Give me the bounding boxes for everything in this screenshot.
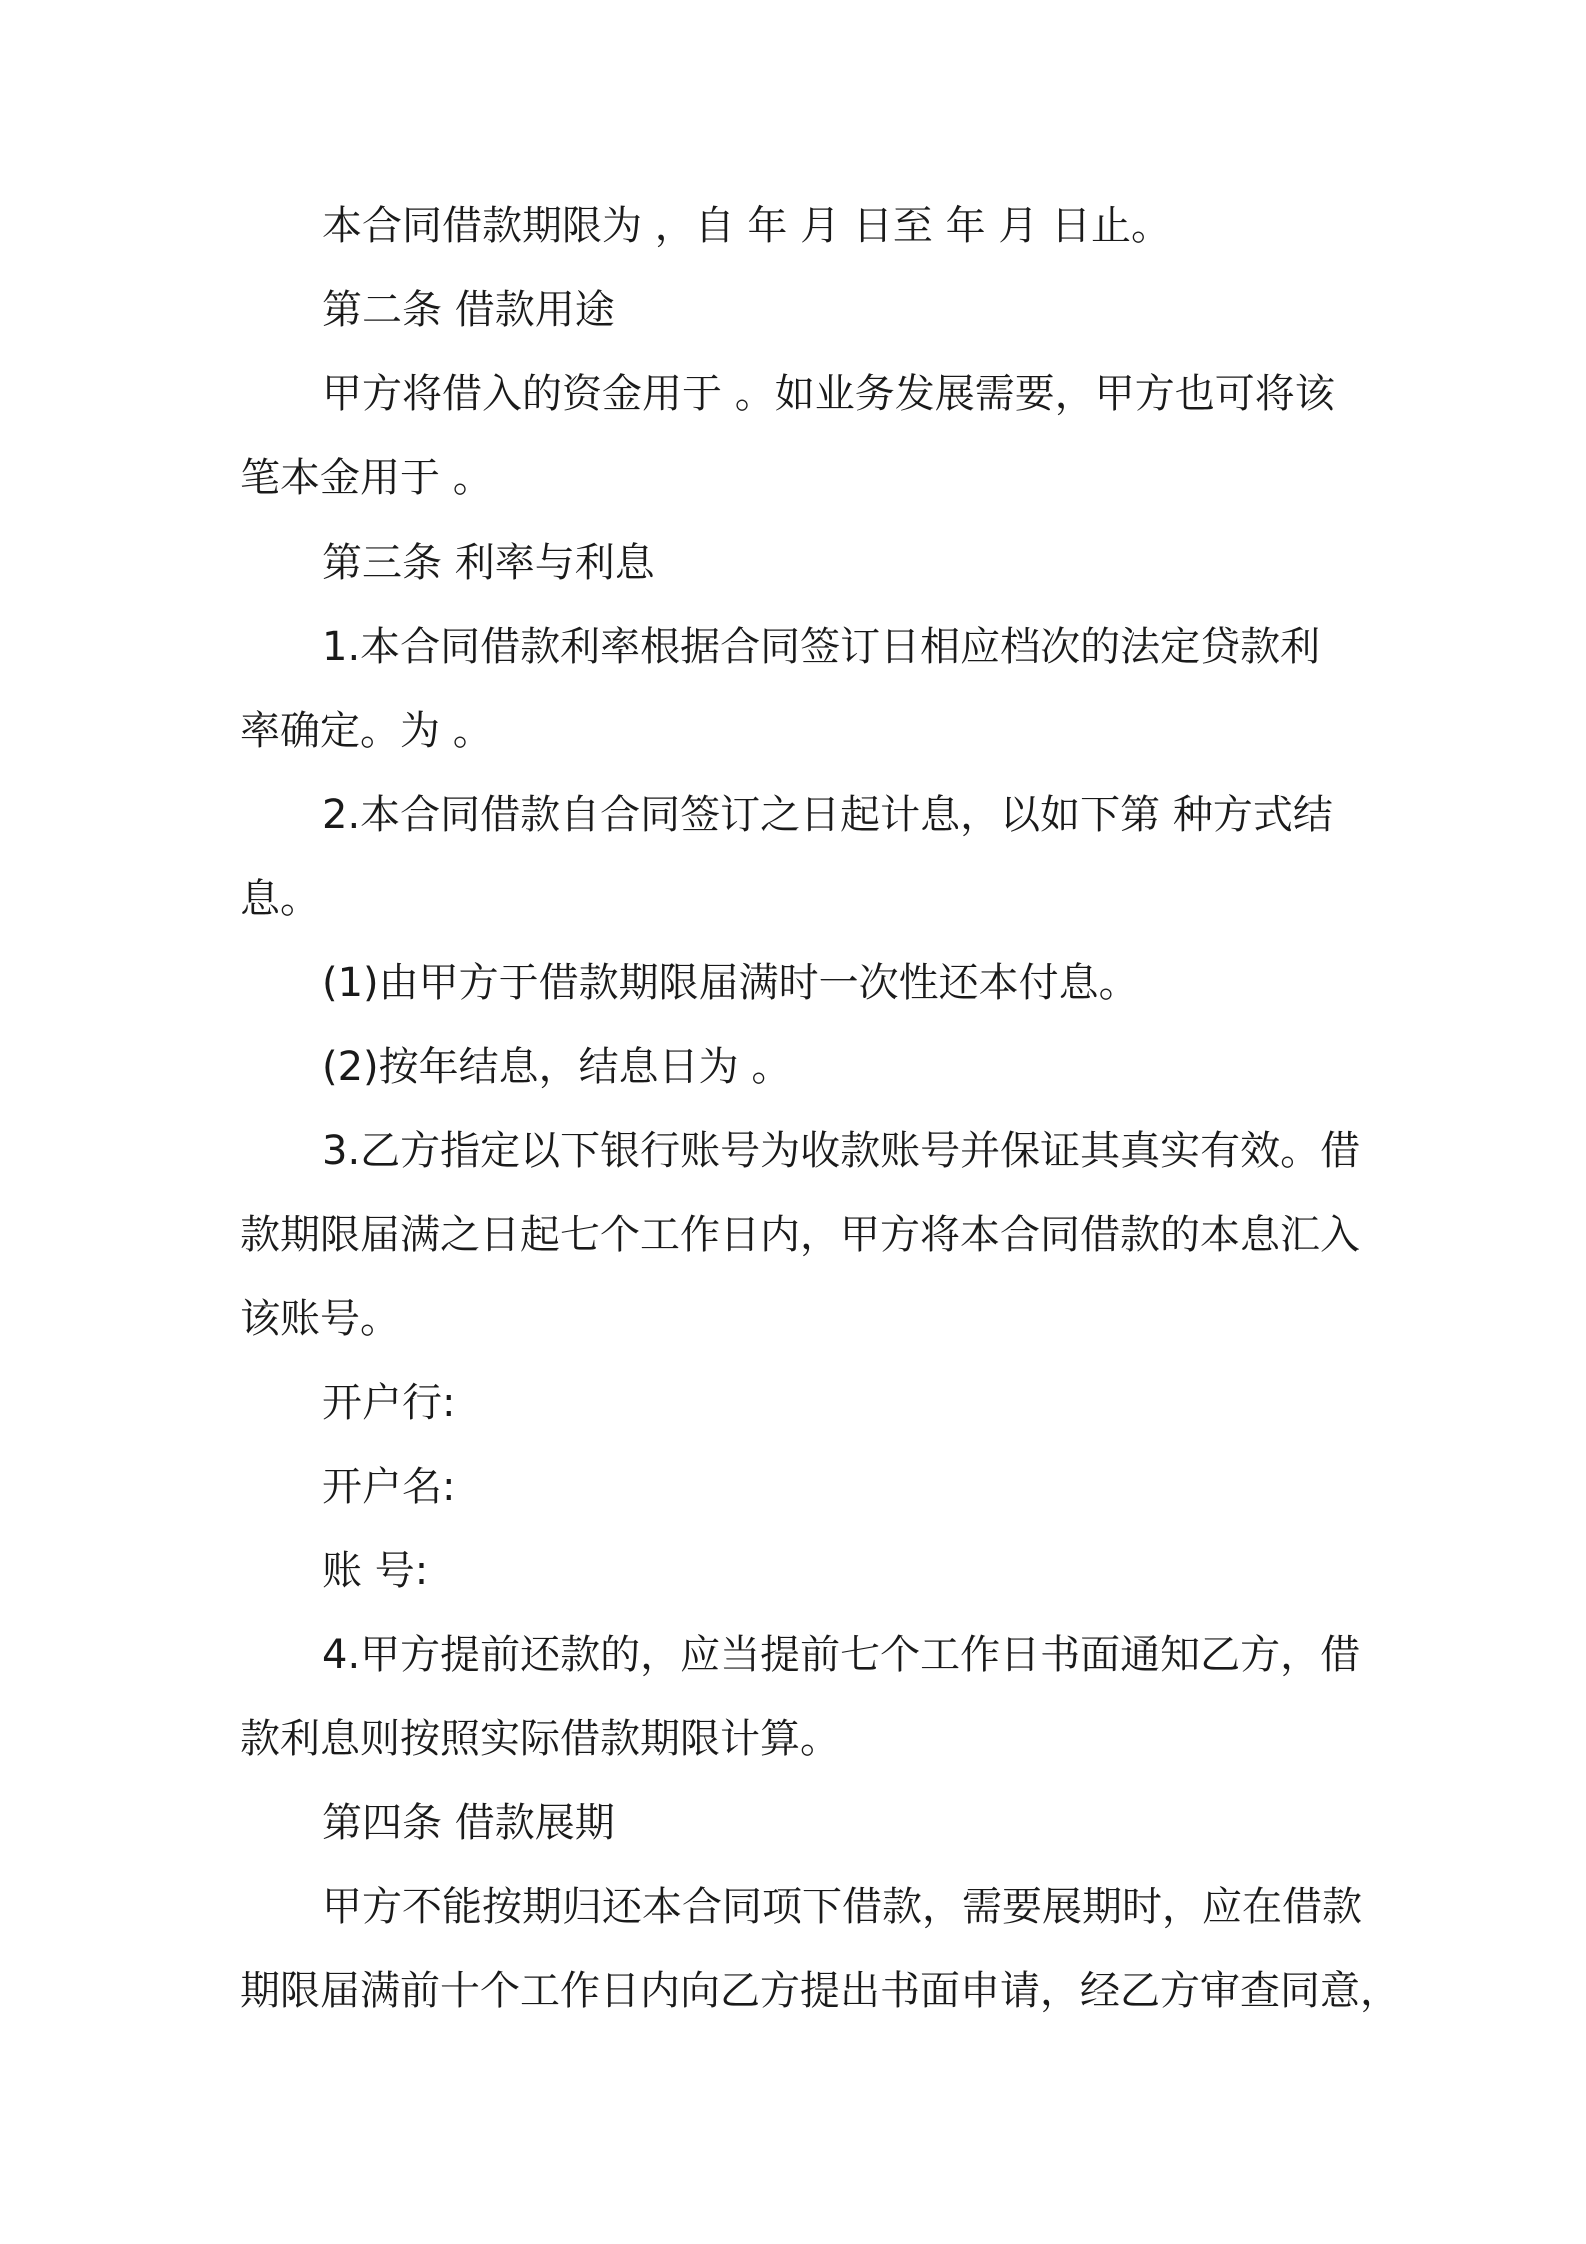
- interest-rate-clause-1-line-2: 率确定。为 。: [240, 708, 493, 754]
- interest-option-2: (2)按年结息，结息日为 。: [322, 1044, 792, 1090]
- loan-purpose-line-1: 甲方将借入的资金用于 。如业务发展需要，甲方也可将该: [322, 371, 1335, 417]
- bank-account-clause-line-3: 该账号。: [240, 1296, 400, 1342]
- article-three-heading: 第三条 利率与利息: [322, 540, 655, 586]
- early-repayment-clause-line-1: 4.甲方提前还款的，应当提前七个工作日书面通知乙方，借: [322, 1632, 1361, 1678]
- interest-clause-2-line-2: 息。: [240, 876, 320, 922]
- interest-rate-clause-1-line-1: 1.本合同借款利率根据合同签订日相应档次的法定贷款利: [322, 624, 1321, 670]
- extension-clause-line-1: 甲方不能按期归还本合同项下借款，需要展期时，应在借款: [322, 1884, 1362, 1930]
- interest-option-1: (1)由甲方于借款期限届满时一次性还本付息。: [322, 960, 1139, 1006]
- bank-account-clause-line-2: 款期限届满之日起七个工作日内，甲方将本合同借款的本息汇入: [240, 1212, 1360, 1258]
- interest-clause-2-line-1: 2.本合同借款自合同签订之日起计息，以如下第 种方式结: [322, 792, 1333, 838]
- early-repayment-clause-line-2: 款利息则按照实际借款期限计算。: [240, 1716, 840, 1762]
- account-number-field: 账 号:: [322, 1548, 429, 1594]
- loan-term-line: 本合同借款期限为 ，自 年 月 日至 年 月 日止。: [322, 203, 1172, 249]
- bank-account-clause-line-1: 3.乙方指定以下银行账号为收款账号并保证其真实有效。借: [322, 1128, 1361, 1174]
- extension-clause-line-2: 期限届满前十个工作日内向乙方提出书面申请，经乙方审查同意，: [240, 1968, 1400, 2014]
- loan-purpose-line-2: 笔本金用于 。: [240, 455, 493, 501]
- article-four-heading: 第四条 借款展期: [322, 1800, 615, 1846]
- account-name-field: 开户名:: [322, 1464, 456, 1510]
- article-two-heading: 第二条 借款用途: [322, 287, 615, 333]
- bank-name-field: 开户行:: [322, 1380, 456, 1426]
